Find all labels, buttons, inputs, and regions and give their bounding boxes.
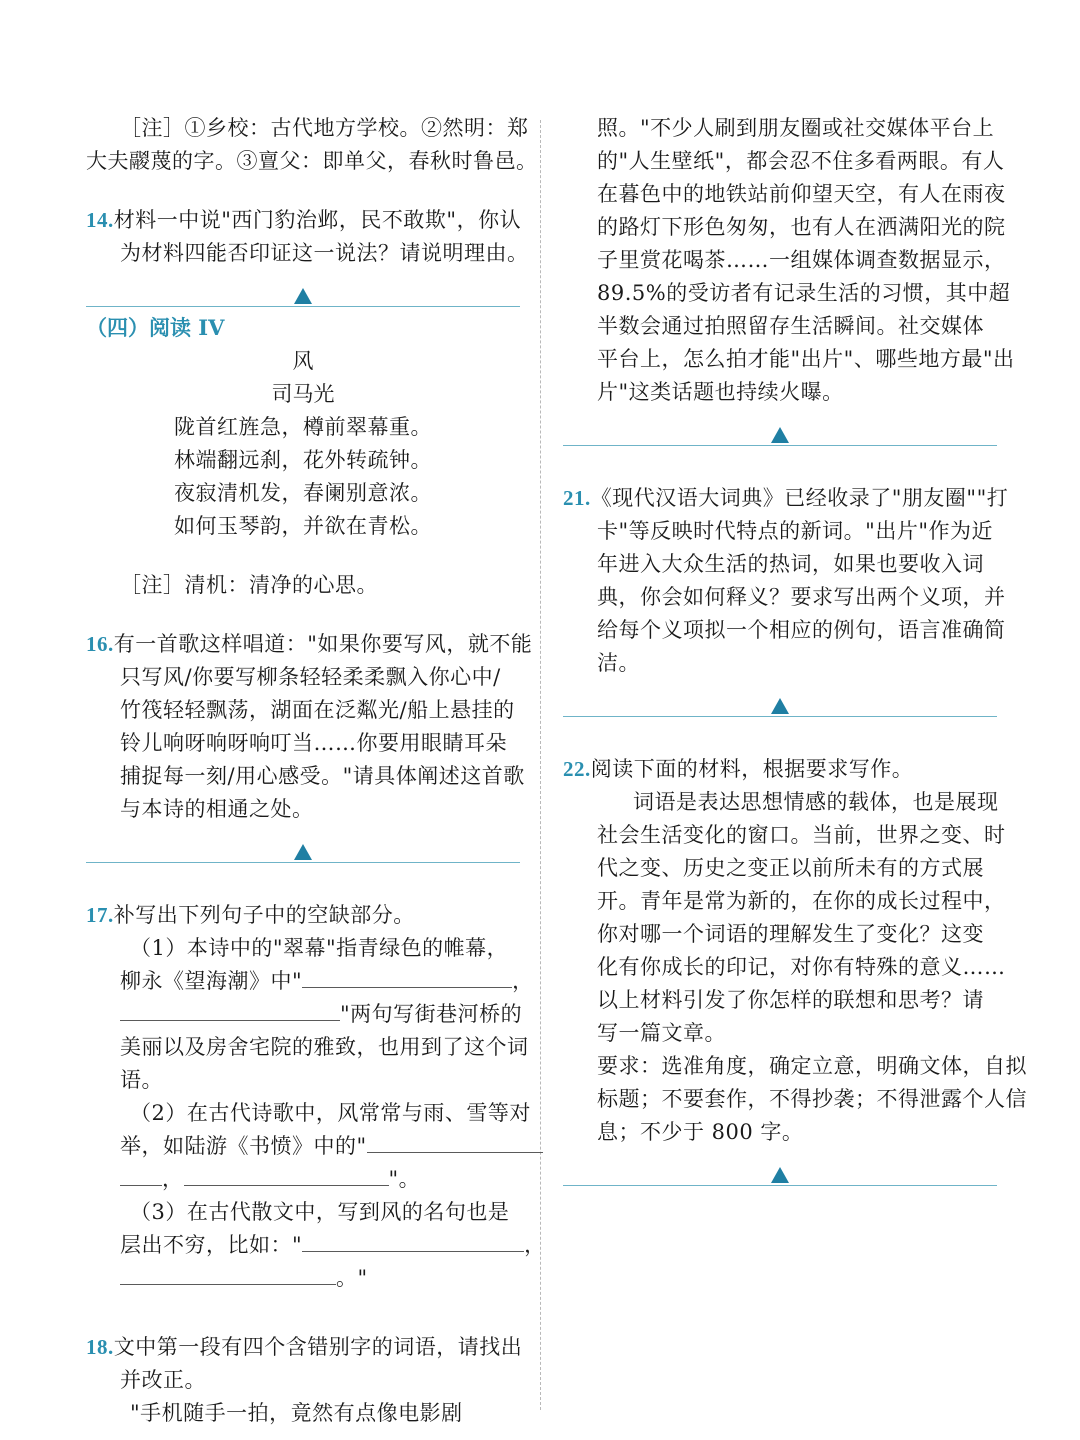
- passage-line: 平台上，怎么拍才能"出片"、哪些地方最"出: [597, 347, 1015, 371]
- note-line: ［注］①乡校：古代地方学校。②然明：郑: [120, 116, 529, 140]
- answer-blank[interactable]: [120, 1000, 340, 1021]
- question-16: [86, 628, 533, 826]
- question-text: 与本诗的相通之处。: [120, 797, 314, 821]
- answer-blank[interactable]: [184, 1165, 389, 1186]
- left-column: [86, 112, 546, 1430]
- poem-line: 陇首红旌急，樽前翠幕重。: [174, 415, 432, 439]
- question-text: 洁。: [597, 651, 640, 675]
- passage-line: 照。"不少人刷到朋友圈或社交媒体平台上: [597, 116, 995, 140]
- question-text: "。: [388, 1167, 421, 1191]
- question-21: [563, 482, 1009, 680]
- answer-blank[interactable]: [302, 1231, 524, 1252]
- material-text: 以上材料引发了你怎样的联想和思考？请: [597, 988, 984, 1012]
- requirement-text: 要求：选准角度，确定立意，明确文体，自拟: [597, 1054, 1027, 1078]
- passage-continuation: [563, 112, 1015, 409]
- passage-line: 89.5%的受访者有记录生活的习惯，其中超: [597, 281, 1011, 305]
- question-text: 语。: [120, 1068, 163, 1092]
- note-line: 大夫鬷蔑的字。③亶父：即单父，春秋时鲁邑。: [86, 149, 538, 173]
- triangle-up-icon: [294, 288, 312, 304]
- triangle-up-icon: [294, 844, 312, 860]
- passage-line: 在暮色中的地铁站前仰望天空，有人在雨夜: [597, 182, 1006, 206]
- question-text: 竹筏轻轻飘荡，湖面在泛粼光/船上悬挂的: [120, 698, 515, 722]
- question-number: 18.: [86, 1335, 114, 1359]
- question-text: 卡"等反映时代特点的新词。"出片"作为近: [597, 519, 993, 543]
- answer-blank[interactable]: [120, 1165, 162, 1186]
- question-text: （3）在古代散文中，写到风的名句也是: [130, 1200, 510, 1224]
- question-text: 只写风/你要写柳条轻轻柔柔飘入你心中/: [120, 665, 501, 689]
- question-text: ，: [524, 1233, 546, 1257]
- material-text: 开。青年是常为新的，在你的成长过程中，: [597, 889, 1006, 913]
- passage-line: 的"人生壁纸"，都会忍不住多看两眼。有人: [597, 149, 1005, 173]
- question-text: 美丽以及房舍宅院的雅致，也用到了这个词: [120, 1035, 529, 1059]
- question-text: 文中第一段有四个含错别字的词语，请找出: [113, 1335, 523, 1359]
- material-text: 代之变、历史之变正以前所未有的方式展: [597, 856, 984, 880]
- quoted-passage: "手机随手一拍，竟然有点像电影剧: [130, 1401, 463, 1425]
- section-separator: [563, 1155, 997, 1186]
- question-number: 21.: [563, 486, 591, 510]
- poem-body: [86, 411, 520, 543]
- question-text: （2）在古代诗歌中，风常常与雨、雪等对: [130, 1101, 531, 1125]
- question-text: ，: [162, 1167, 184, 1191]
- triangle-up-icon: [771, 427, 789, 443]
- question-17: [86, 899, 546, 1295]
- passage-line: 片"这类话题也持续火曝。: [597, 380, 844, 404]
- requirement-text: 息；不少于 800 字。: [597, 1120, 804, 1144]
- section-separator: [563, 415, 997, 446]
- passage-line: 的路灯下形色匆匆，也有人在洒满阳光的院: [597, 215, 1006, 239]
- material-text: 社会生活变化的窗口。当前，世界之变、时: [597, 823, 1006, 847]
- question-number: 14.: [86, 208, 114, 232]
- question-text: 。": [336, 1266, 368, 1290]
- question-14: [86, 204, 529, 270]
- passage-line: 子里赏花喝茶……一组媒体调查数据显示，: [597, 248, 1006, 272]
- note-2: ［注］清机：清净的心思。: [120, 573, 378, 597]
- answer-blank[interactable]: [367, 1132, 543, 1153]
- question-text: 铃儿响呀响呀响叮当……你要用眼睛耳朵: [120, 731, 507, 755]
- right-column: [563, 112, 1027, 1186]
- poem-line: 夜寂清机发，春阑别意浓。: [174, 481, 432, 505]
- question-text: 典，你会如何释义？要求写出两个义项，并: [597, 585, 1006, 609]
- question-text: 层出不穷，比如：": [120, 1233, 303, 1257]
- section-separator: [86, 276, 520, 307]
- column-divider: [540, 120, 541, 1410]
- question-text: 给每个义项拟一个相应的例句，语言准确简: [597, 618, 1006, 642]
- poem-title: 风: [292, 349, 314, 373]
- question-text: 阅读下面的材料，根据要求写作。: [590, 757, 914, 781]
- material-text: 你对哪一个词语的理解发生了变化？这变: [597, 922, 984, 946]
- poem-line: 如何玉琴韵，并欲在青松。: [174, 514, 432, 538]
- section-title: （四）阅读 IV: [86, 315, 225, 340]
- question-text: 年进入大众生活的热词，如果也要收入词: [597, 552, 984, 576]
- note-1: [86, 112, 538, 178]
- question-number: 17.: [86, 903, 114, 927]
- question-text: 补写出下列句子中的空缺部分。: [113, 903, 415, 927]
- question-text: 《现代汉语大词典》已经收录了"朋友圈""打: [590, 486, 1009, 510]
- poem-author: 司马光: [271, 382, 335, 406]
- section-separator: [563, 686, 997, 717]
- question-text: 捕捉每一刻/用心感受。"请具体阐述这首歌: [120, 764, 525, 788]
- question-text: 有一首歌这样唱道："如果你要写风，就不能: [113, 632, 533, 656]
- question-number: 16.: [86, 632, 114, 656]
- section-separator: [86, 832, 520, 863]
- question-text: ，: [512, 969, 534, 993]
- passage-line: 半数会通过拍照留存生活瞬间。社交媒体: [597, 314, 984, 338]
- material-text: 词语是表达思想情感的载体，也是展现: [633, 790, 999, 814]
- answer-blank[interactable]: [302, 967, 512, 988]
- question-text: 柳永《望海潮》中": [120, 969, 303, 993]
- requirement-text: 标题；不要套作，不得抄袭；不得泄露个人信: [597, 1087, 1027, 1111]
- triangle-up-icon: [771, 1167, 789, 1183]
- answer-blank[interactable]: [120, 1264, 336, 1285]
- triangle-up-icon: [771, 698, 789, 714]
- question-text: （1）本诗中的"翠幕"指青绿色的帷幕，: [130, 936, 509, 960]
- poem-line: 林端翻远刹，花外转疏钟。: [174, 448, 432, 472]
- material-text: 化有你成长的印记，对你有特殊的意义……: [597, 955, 1006, 979]
- material-text: 写一篇文章。: [597, 1021, 726, 1045]
- question-text: 为材料四能否印证这一说法？请说明理由。: [120, 241, 529, 265]
- question-number: 22.: [563, 757, 591, 781]
- question-text: 并改正。: [120, 1368, 206, 1392]
- question-text: "两句写街巷河桥的: [340, 1002, 523, 1026]
- question-18: [86, 1331, 523, 1430]
- question-22: [563, 753, 1027, 1149]
- question-text: 举，如陆游《书愤》中的": [120, 1134, 367, 1158]
- question-text: 材料一中说"西门豹治邺，民不敢欺"，你认: [113, 208, 522, 232]
